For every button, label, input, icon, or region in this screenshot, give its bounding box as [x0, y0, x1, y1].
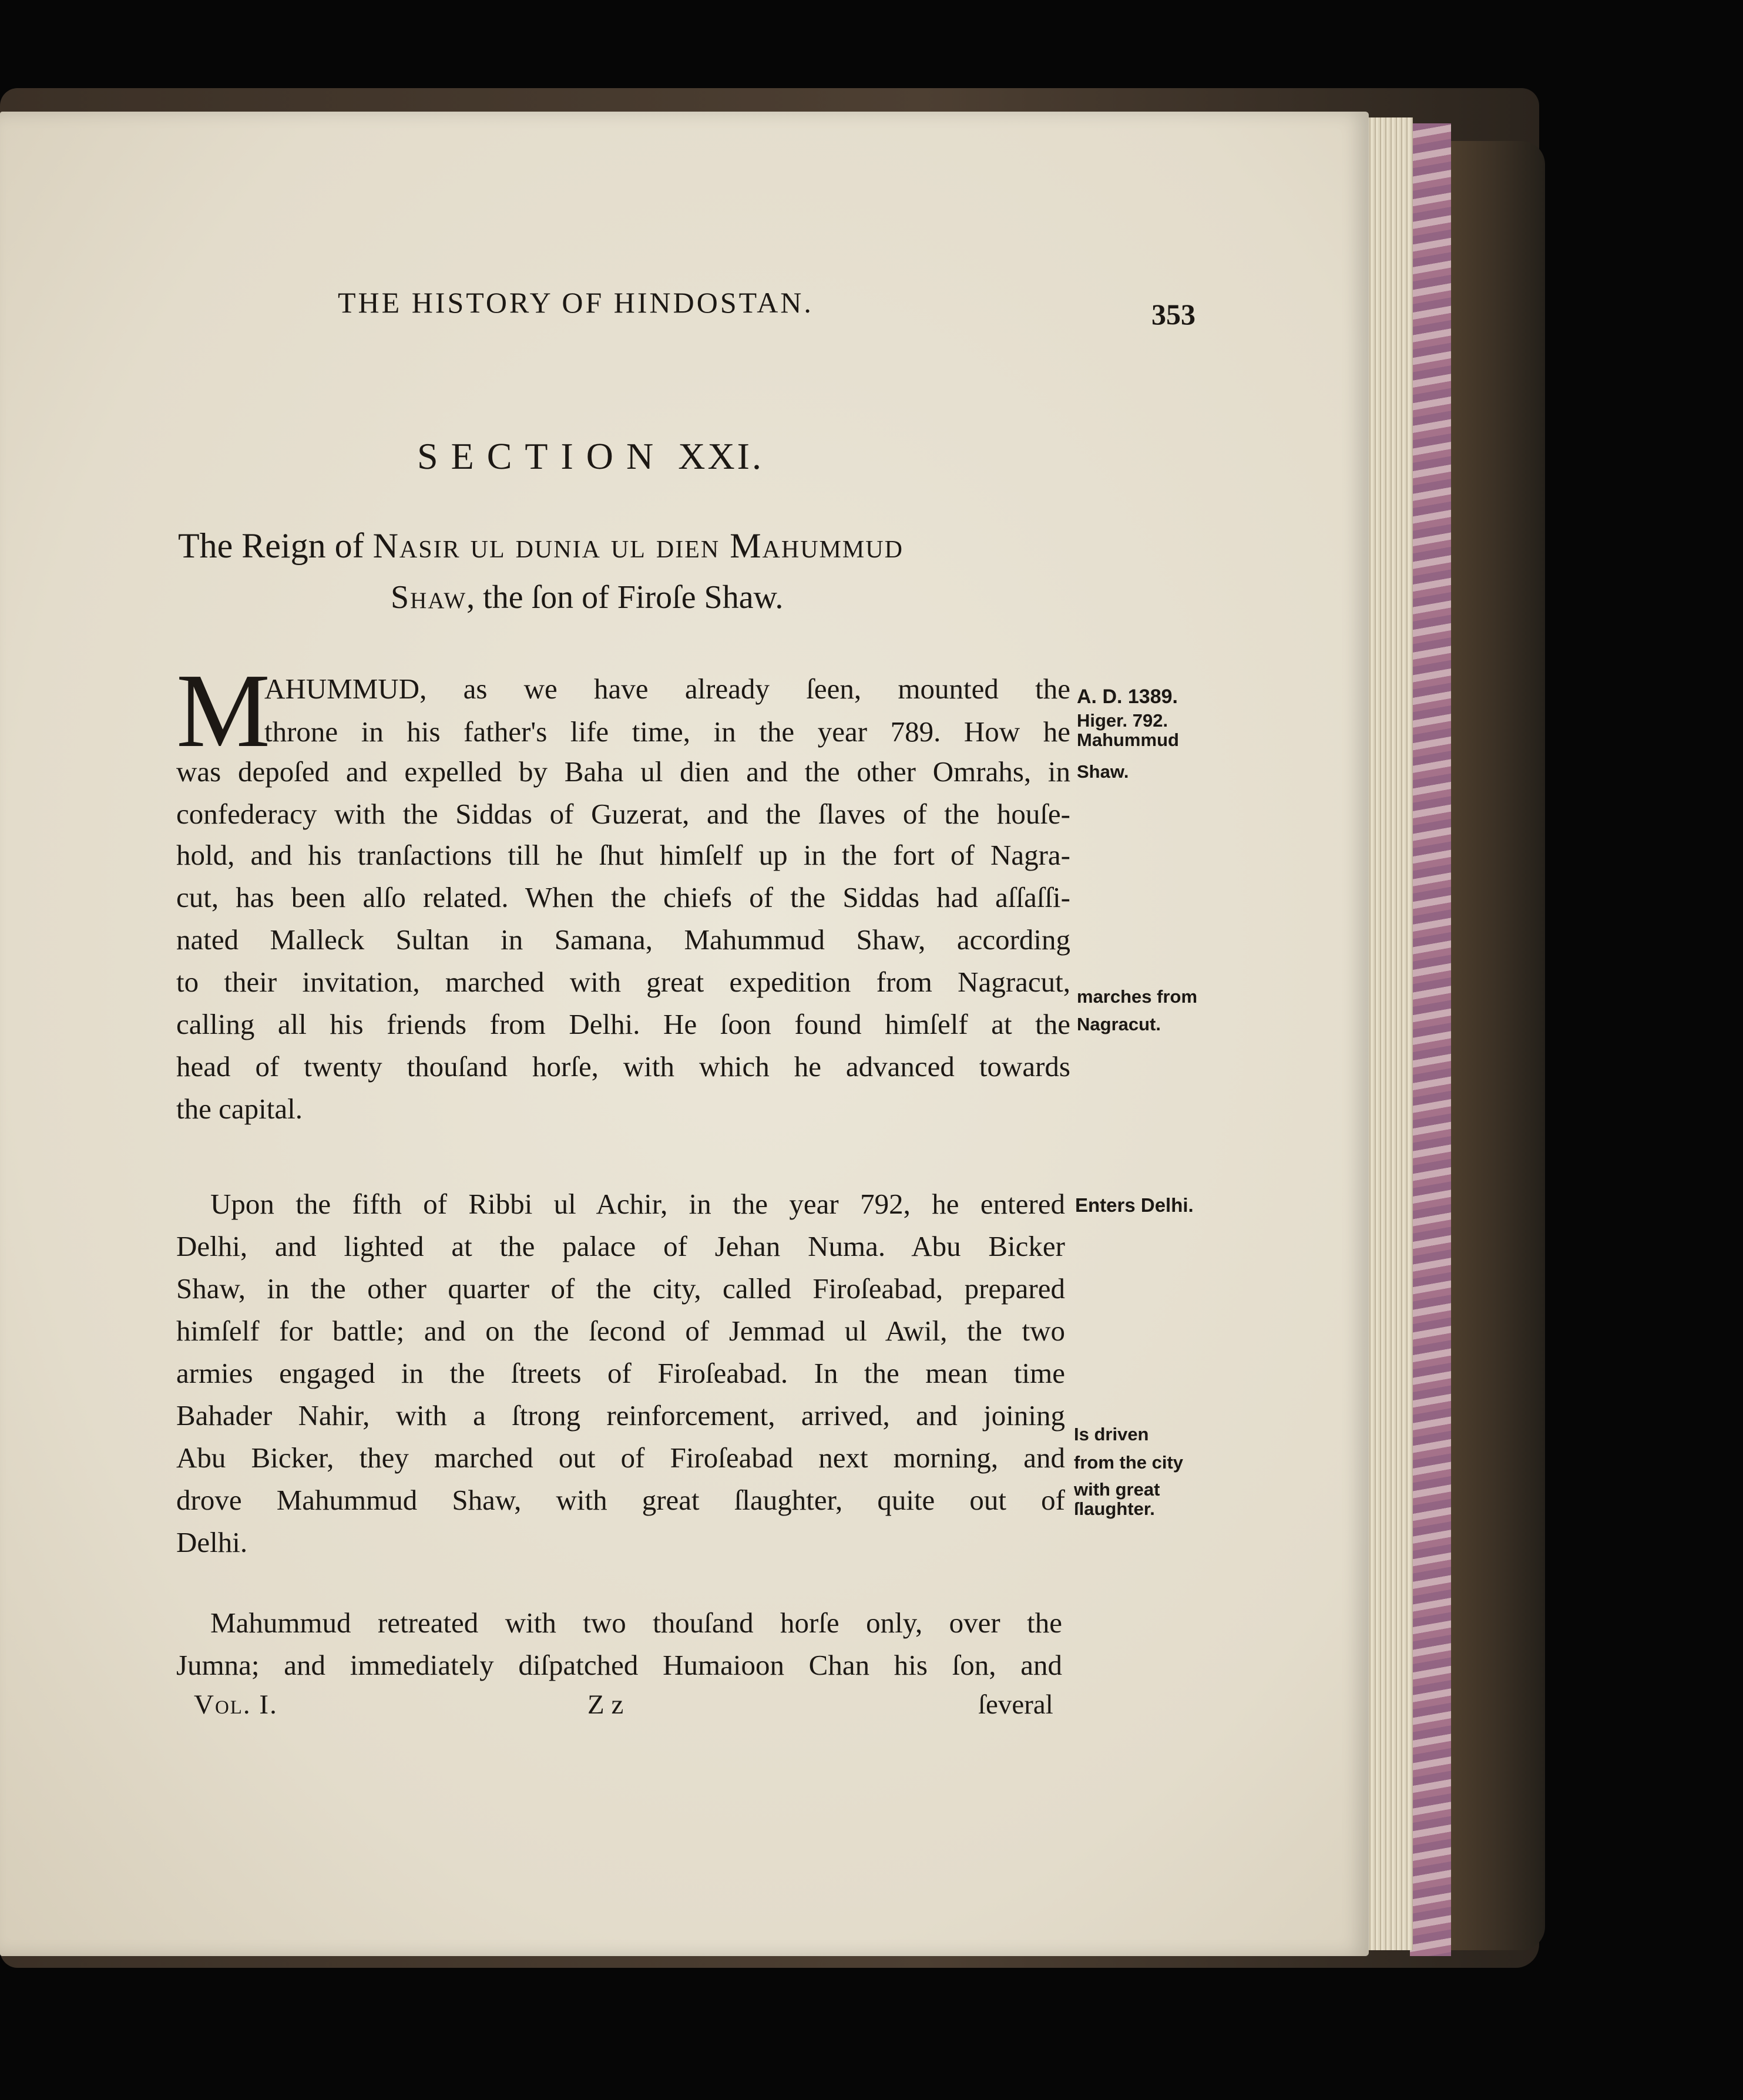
body-line: nated Malleck Sultan in Samana, Mahummud Shaw, according	[176, 923, 1070, 956]
body-line: Upon the fifth of Ribbi ul Achir, in the year 792, he entered	[210, 1188, 1065, 1220]
margin-note-date: Shaw.	[1077, 761, 1129, 782]
body-line: head of twenty thouſand horſe, with which he advanced towards	[176, 1050, 1070, 1083]
section-heading	[417, 435, 764, 478]
section-number: XXI.	[678, 435, 764, 477]
body-line: Abu Bicker, they marched out of Firoſeabad next morning, and	[176, 1442, 1065, 1474]
body-line: AHUMMUD, as we have already ſeen, mounted the	[264, 673, 1070, 705]
margin-note-marches: Nagracut.	[1077, 1014, 1161, 1034]
body-line: the capital.	[176, 1093, 303, 1125]
page-number: 353	[1151, 298, 1195, 331]
catchword: ſeveral	[978, 1689, 1053, 1720]
margin-note-driven: Is driven	[1074, 1424, 1149, 1444]
body-line: calling all his friends from Delhi. He ſoon found himſelf at the	[176, 1008, 1070, 1040]
body-line: confederacy with the Siddas of Guzerat, and the ſlaves of the houſe-	[176, 798, 1070, 830]
margin-note-marches: marches from	[1077, 986, 1198, 1007]
body-line: hold, and his tranſactions till he ſhut himſelf up in the fort of Nagra-	[176, 839, 1070, 871]
reign-ruler-name: Nasir ul dunia ul dien Mahummud	[372, 526, 904, 565]
drop-cap: M	[176, 652, 271, 769]
body-line: himſelf for battle; and on the ſecond of Jemmad ul Awil, the two	[176, 1315, 1065, 1347]
signature-volume: Vol. I.	[194, 1689, 278, 1720]
body-line: Shaw, in the other quarter of the city, called Firoſeabad, prepared	[176, 1272, 1065, 1305]
body-line: Mahummud retreated with two thouſand horſe only, over the	[210, 1607, 1062, 1639]
body-line: Delhi, and lighted at the palace of Jehan Numa. Abu Bicker	[176, 1230, 1065, 1262]
reign-ruler-shaw: Shaw	[391, 579, 467, 616]
margin-note-enters: Enters Delhi.	[1075, 1194, 1194, 1216]
body-line: to their invitation, marched with great expedition from Nagracut,	[176, 966, 1070, 998]
margin-note-date: A. D. 1389.	[1077, 686, 1178, 708]
margin-note-date: Mahummud	[1077, 730, 1179, 750]
body-line: Bahader Nahir, with a ſtrong reinforcement, arrived, and joining	[176, 1399, 1065, 1432]
body-line: drove Mahummud Shaw, with great ſlaughter, quite out of	[176, 1484, 1065, 1516]
margin-note-driven: ſlaughter.	[1074, 1498, 1155, 1519]
body-line: cut, has been alſo related. When the chiefs of the Siddas had aſſaſſi-	[176, 881, 1070, 913]
body-line: throne in his father's life time, in the year 789. How he	[264, 715, 1070, 748]
running-head: THE HISTORY OF HINDOSTAN.	[338, 286, 814, 319]
marbled-endpaper	[1410, 123, 1451, 1956]
reign-parentage: , the ſon of Firoſe Shaw.	[466, 579, 784, 616]
reign-title-line-1	[178, 526, 904, 566]
body-line: Delhi.	[176, 1526, 248, 1558]
body-line: was depoſed and expelled by Baha ul dien and the other Omrahs, in	[176, 755, 1070, 788]
margin-note-driven: from the city	[1074, 1452, 1184, 1473]
reign-prefix: The Reign of	[178, 526, 373, 565]
reign-title-line-2	[391, 579, 783, 616]
body-line: armies engaged in the ſtreets of Firoſeabad. In the mean time	[176, 1357, 1065, 1389]
margin-note-driven: with great	[1074, 1479, 1160, 1500]
signature-mark: Z z	[587, 1689, 624, 1720]
body-line: Jumna; and immediately diſpatched Humaioon Chan his ſon, and	[176, 1649, 1062, 1681]
section-word: SECTION	[417, 435, 667, 477]
margin-note-date: Higer. 792.	[1077, 710, 1168, 731]
